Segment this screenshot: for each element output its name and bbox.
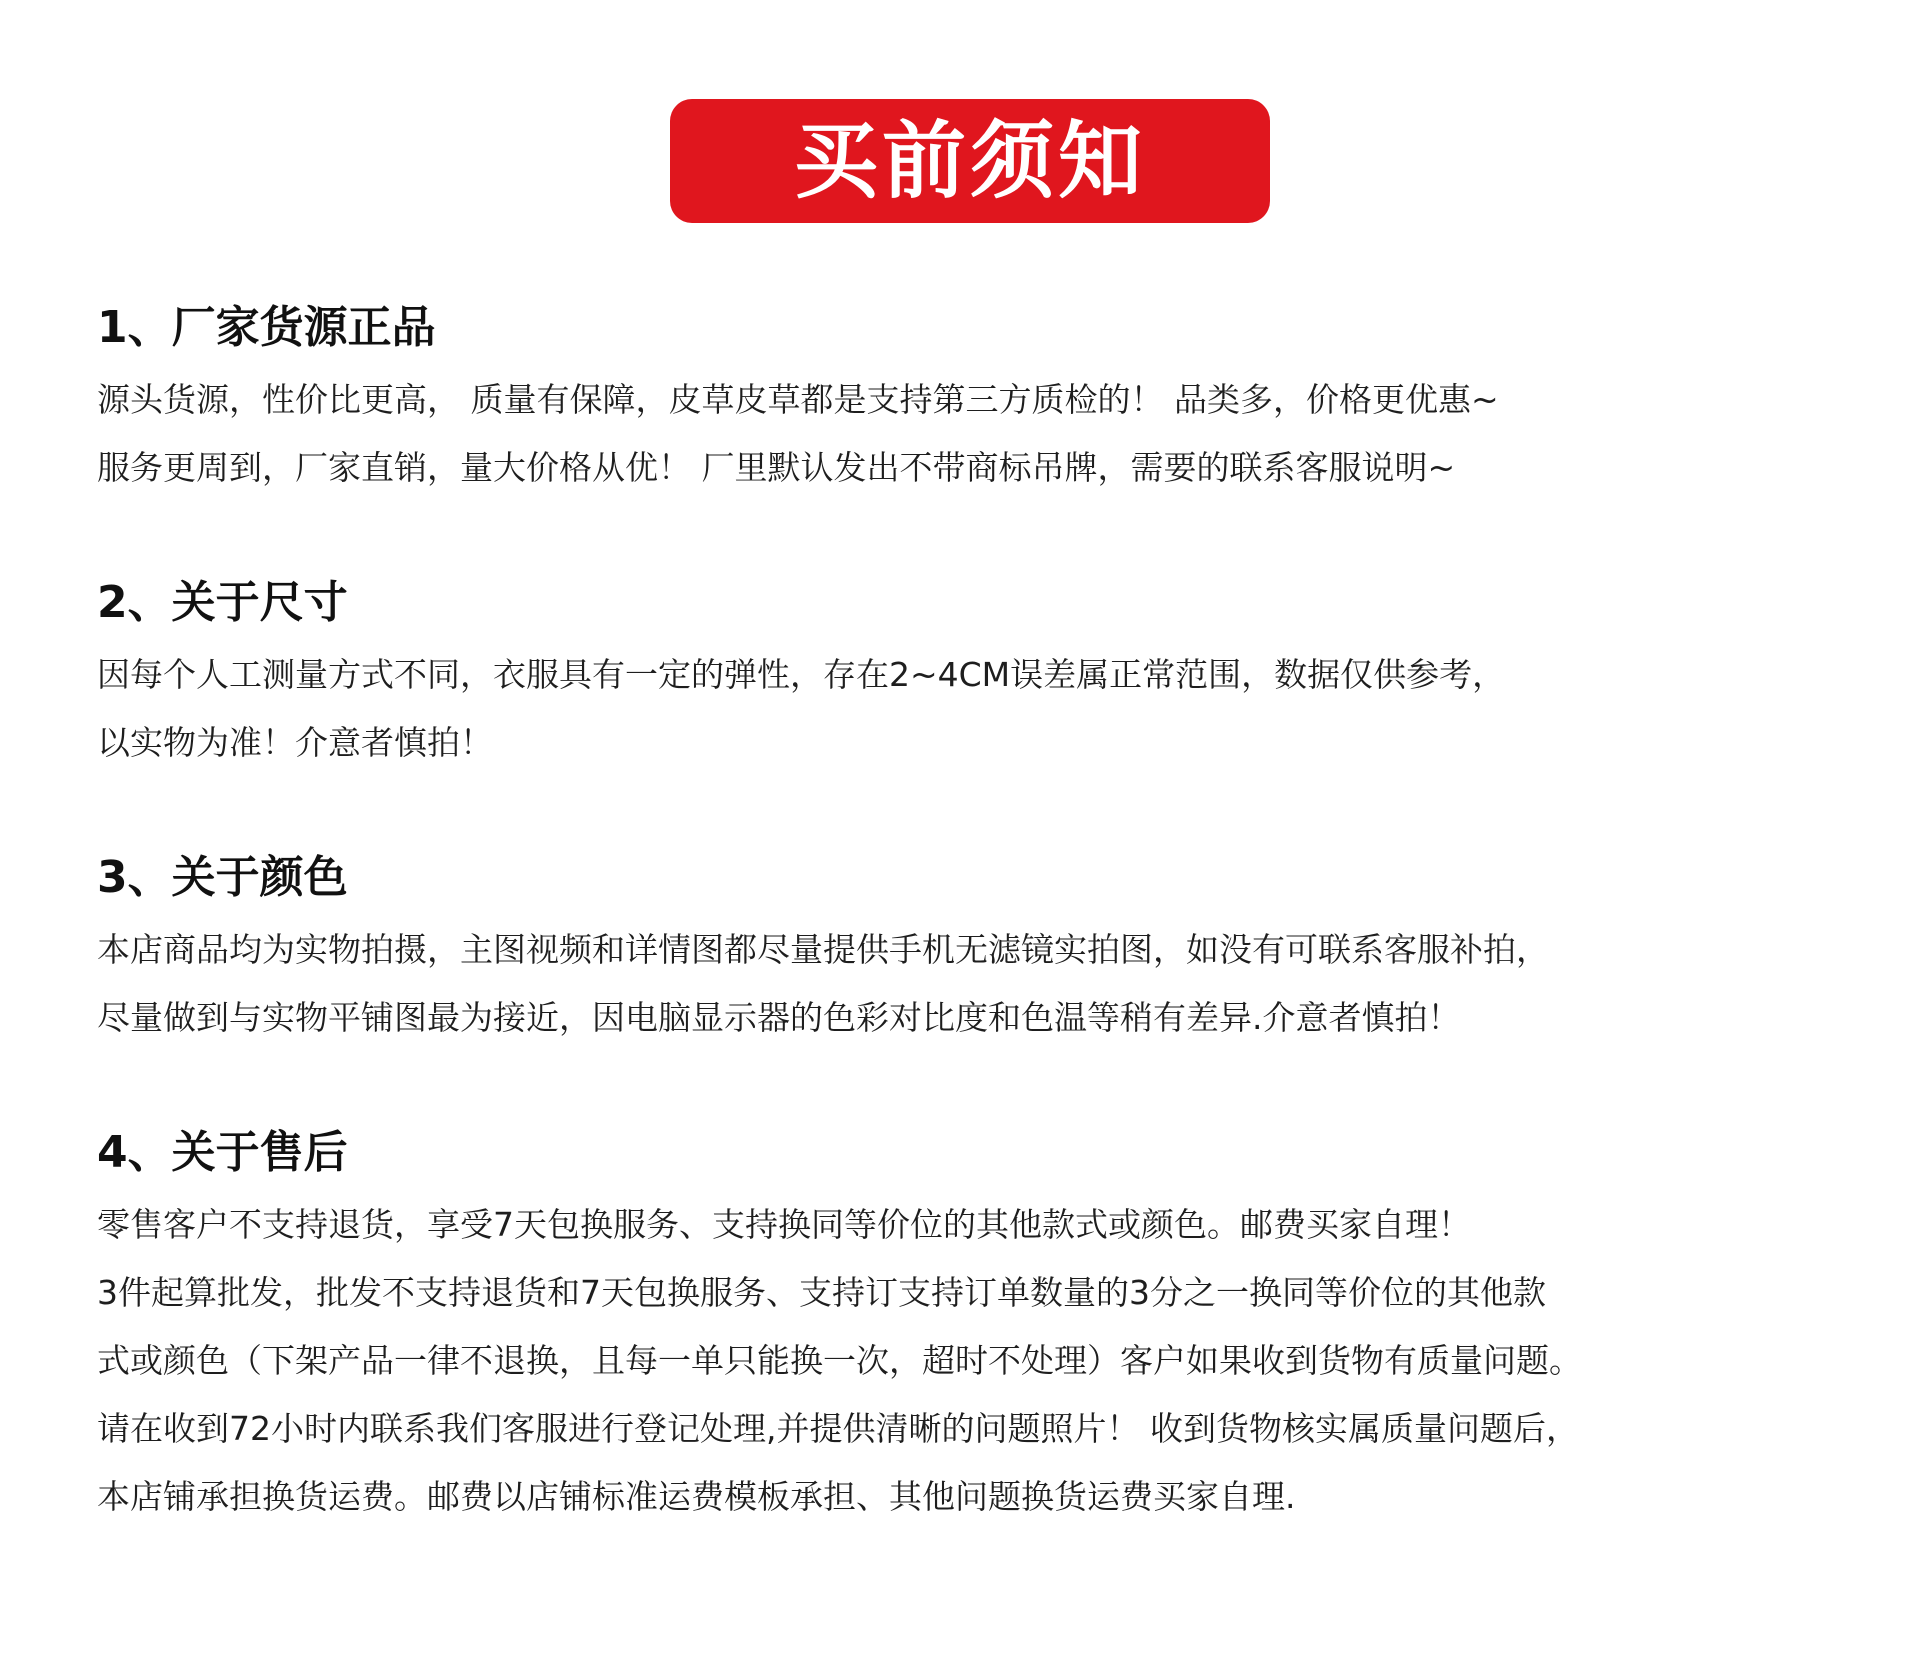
section-text-line: 因每个人工测量方式不同，衣服具有一定的弹性，存在2~4CM误差属正常范围，数据仅供参考， — [97, 655, 1506, 694]
section-text-line: 本店铺承担换货运费。邮费以店铺标准运费模板承担、其他问题换货运费买家自理. — [97, 1477, 1296, 1516]
section-text-line: 请在收到72小时内联系我们客服进行登记处理,并提供清晰的问题照片！ 收到货物核实属质量问题后， — [97, 1409, 1579, 1448]
section-text-line: 3件起算批发，批发不支持退货和7天包换服务、支持订支持订单数量的3分之一换同等价位的其他款 — [97, 1273, 1546, 1312]
section-text-line: 零售客户不支持退货，享受7天包换服务、支持换同等价位的其他款式或颜色。邮费买家自理！ — [97, 1205, 1471, 1244]
section-text-line: 式或颜色（下架产品一律不退换，且每一单只能换一次，超时不处理）客户如果收到货物有质量问题。 — [97, 1341, 1582, 1380]
section-after-sales — [97, 1123, 1857, 1531]
section-factory-source — [97, 298, 1857, 502]
section-size — [97, 573, 1857, 777]
section-color — [97, 848, 1857, 1052]
section-text-line: 尽量做到与实物平铺图最为接近，因电脑显示器的色彩对比度和色温等稍有差异.介意者慎拍！ — [97, 998, 1461, 1037]
section-heading: 2、关于尺寸 — [97, 577, 348, 628]
banner-title: 买前须知 — [793, 112, 1146, 210]
section-text-line: 以实物为准！介意者慎拍！ — [97, 723, 493, 762]
section-text-line: 服务更周到，厂家直销，量大价格从优！ 厂里默认发出不带商标吊牌，需要的联系客服说明~ — [97, 448, 1456, 487]
section-text-line: 源头货源，性价比更高， 质量有保障，皮草皮草都是支持第三方质检的！ 品类多，价格更优惠~ — [97, 380, 1499, 419]
section-heading: 3、关于颜色 — [97, 852, 348, 903]
section-text-line: 本店商品均为实物拍摄，主图视频和详情图都尽量提供手机无滤镜实拍图，如没有可联系客服补拍， — [97, 930, 1549, 969]
section-heading: 4、关于售后 — [97, 1127, 348, 1178]
title-banner — [670, 99, 1270, 223]
section-heading: 1、厂家货源正品 — [97, 302, 436, 353]
